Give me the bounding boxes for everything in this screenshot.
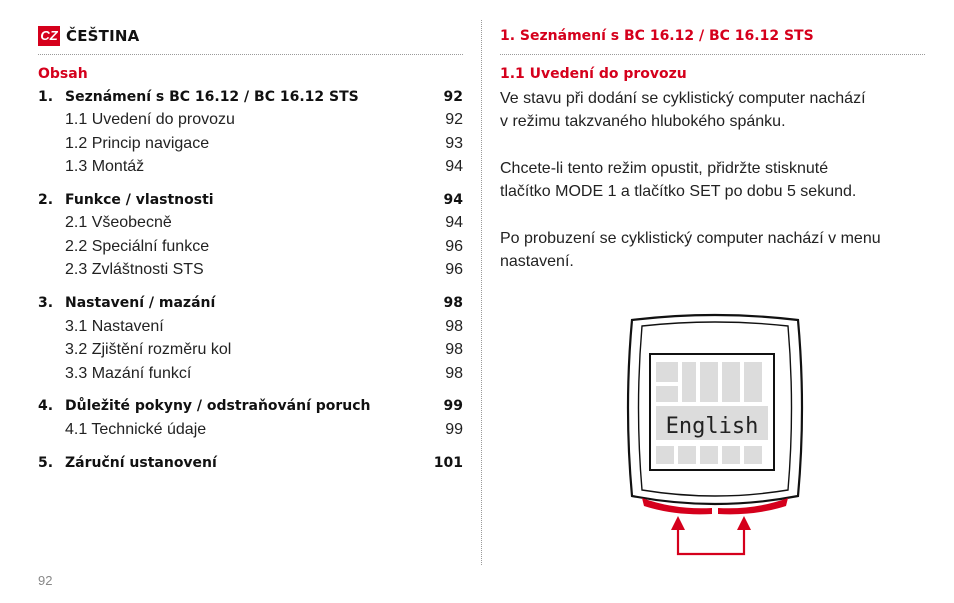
toc-entry-number: 3. bbox=[38, 295, 54, 311]
toc-heading: Obsah bbox=[38, 66, 88, 82]
toc-subentry[interactable] bbox=[65, 111, 463, 131]
toc-entry-number: 2. bbox=[38, 192, 54, 208]
header-divider-left bbox=[38, 54, 463, 55]
lcd-segments bbox=[656, 362, 768, 464]
paragraph-line: nastavení. bbox=[500, 253, 574, 270]
toc-entry-number: 5. bbox=[38, 455, 54, 471]
toc-subentry-label: 2.2 Speciální funkce bbox=[65, 238, 210, 255]
column-divider bbox=[481, 20, 482, 565]
paragraph-line: v režimu takzvaného hlubokého spánku. bbox=[500, 113, 786, 130]
toc-entry-number: 4. bbox=[38, 398, 54, 414]
toc-subentry[interactable] bbox=[65, 214, 463, 234]
toc-subentry[interactable] bbox=[65, 261, 463, 281]
toc-entry[interactable] bbox=[38, 192, 463, 212]
lcd-display-text: English bbox=[665, 414, 759, 439]
toc-subentry[interactable] bbox=[65, 158, 463, 178]
language-title: ČEŠTINA bbox=[66, 27, 140, 45]
toc-subentry-page: 96 bbox=[445, 261, 463, 278]
toc-subentry-page: 94 bbox=[445, 214, 463, 231]
toc-subentry-page: 98 bbox=[445, 365, 463, 382]
paragraph bbox=[500, 227, 920, 273]
arrow-up-icon bbox=[737, 516, 751, 530]
paragraph bbox=[500, 157, 920, 203]
toc-subentry[interactable] bbox=[65, 135, 463, 155]
header-divider-right bbox=[500, 54, 925, 55]
paragraph-line: Chcete-li tento režim opustit, přidržte stisknuté bbox=[500, 160, 829, 177]
toc-subentry-label: 3.3 Mazání funkcí bbox=[65, 365, 192, 382]
toc-subentry[interactable] bbox=[65, 365, 463, 385]
toc-subentry-page: 98 bbox=[445, 341, 463, 358]
toc-subentry[interactable] bbox=[65, 421, 463, 441]
toc-subentry-page: 92 bbox=[445, 111, 463, 128]
toc-entry-label: Záruční ustanovení bbox=[65, 455, 217, 471]
paragraph-line: tlačítko MODE 1 a tlačítko SET po dobu 5 sekund. bbox=[500, 183, 857, 200]
section-title: 1. Seznámení s BC 16.12 / BC 16.12 STS bbox=[500, 28, 814, 44]
paragraph-line: Po probuzení se cyklistický computer nachází v menu bbox=[500, 230, 881, 247]
bike-computer-illustration bbox=[620, 308, 810, 558]
paragraph bbox=[500, 87, 920, 133]
toc-subentry[interactable] bbox=[65, 341, 463, 361]
toc-entry-label: Seznámení s BC 16.12 / BC 16.12 STS bbox=[65, 89, 359, 105]
arrow-up-icon bbox=[671, 516, 685, 530]
toc-entry[interactable] bbox=[38, 295, 463, 315]
toc-subentry-label: 2.3 Zvláštnosti STS bbox=[65, 261, 204, 278]
toc-entry[interactable] bbox=[38, 89, 463, 109]
toc-subentry-label: 3.2 Zjištění rozměru kol bbox=[65, 341, 232, 358]
toc-entry-page: 101 bbox=[433, 455, 463, 471]
toc-entry-label: Funkce / vlastnosti bbox=[65, 192, 214, 208]
page-number: 92 bbox=[38, 573, 53, 588]
toc-entry[interactable] bbox=[38, 398, 463, 418]
toc-subentry-page: 98 bbox=[445, 318, 463, 335]
toc-subentry-label: 2.1 Všeobecně bbox=[65, 214, 172, 231]
toc-subentry-label: 1.1 Uvedení do provozu bbox=[65, 111, 235, 128]
toc-subentry-label: 4.1 Technické údaje bbox=[65, 421, 207, 438]
toc-subentry-label: 1.3 Montáž bbox=[65, 158, 145, 175]
toc-entry-page: 92 bbox=[443, 89, 463, 105]
toc-subentry[interactable] bbox=[65, 238, 463, 258]
toc-subentry-label: 1.2 Princip navigace bbox=[65, 135, 210, 152]
toc-subentry-page: 99 bbox=[445, 421, 463, 438]
toc-subentry-label: 3.1 Nastavení bbox=[65, 318, 164, 335]
paragraph-line: Ve stavu při dodání se cyklistický computer nachází bbox=[500, 90, 866, 107]
toc-subentry[interactable] bbox=[65, 318, 463, 338]
toc-entry-number: 1. bbox=[38, 89, 54, 105]
press-arrows bbox=[678, 528, 744, 554]
toc-entry-page: 99 bbox=[443, 398, 463, 414]
toc-subentry-page: 93 bbox=[445, 135, 463, 152]
toc-subentry-page: 96 bbox=[445, 238, 463, 255]
toc-subentry-page: 94 bbox=[445, 158, 463, 175]
toc-entry-page: 94 bbox=[443, 192, 463, 208]
subsection-heading: 1.1 Uvedení do provozu bbox=[500, 66, 687, 82]
toc-entry-page: 98 bbox=[443, 295, 463, 311]
language-badge: CZ bbox=[38, 26, 60, 46]
toc-entry-label: Důležité pokyny / odstraňování poruch bbox=[65, 398, 371, 414]
toc-entry-label: Nastavení / mazání bbox=[65, 295, 216, 311]
toc-entry[interactable] bbox=[38, 455, 463, 475]
